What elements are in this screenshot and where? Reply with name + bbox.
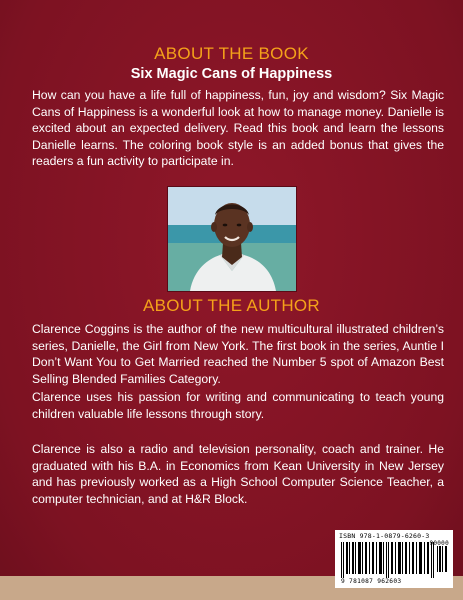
isbn-number: ISBN 978-1-0879-6260-3 — [339, 532, 430, 540]
book-description: How can you have a life full of happiness, fun, joy and wisdom? Six Magic Cans of Happiness is a wonderful look at how to manage money. Danielle is excited about an expected delivery. Read this book and learn the lessons Danielle learns. The coloring book style is an added bonus that gives the readers a fun activity to participate in. — [32, 88, 444, 169]
barcode-number — [341, 540, 449, 585]
author-bio-paragraph-3: Clarence is also a radio and television personality, coach and trainer. He graduated with his B.A. in Economics from Kean University in New Jersey and has previously worked as a High School Computer Science Teacher, a computer technician, and at H&R Block. — [32, 442, 444, 506]
about-book-heading: ABOUT THE BOOK — [154, 44, 309, 63]
isbn-line — [339, 532, 449, 540]
barcode-icon — [339, 542, 449, 578]
barcode-digits: 9 781087 962603 — [341, 578, 402, 585]
author-bio-paragraph-1: Clarence Coggins is the author of the new multicultural illustrated children’s series, Danielle, the Girl from New York. The first book in the series, Auntie I Don’t Want You to Get Married reached the Number 5 spot of Amazon Best Selling Blended Families Category. — [32, 322, 444, 386]
author-portrait-image — [168, 187, 296, 291]
book-title: Six Magic Cans of Happiness — [130, 66, 333, 82]
author-bio-paragraph-2: Clarence uses his passion for writing and communicating to teach young children valuable life lessons through story. — [32, 390, 444, 421]
author-photo — [167, 186, 297, 292]
price-code: 90000 — [429, 540, 449, 547]
about-author-heading: ABOUT THE AUTHOR — [142, 296, 321, 315]
isbn-barcode — [335, 530, 453, 588]
